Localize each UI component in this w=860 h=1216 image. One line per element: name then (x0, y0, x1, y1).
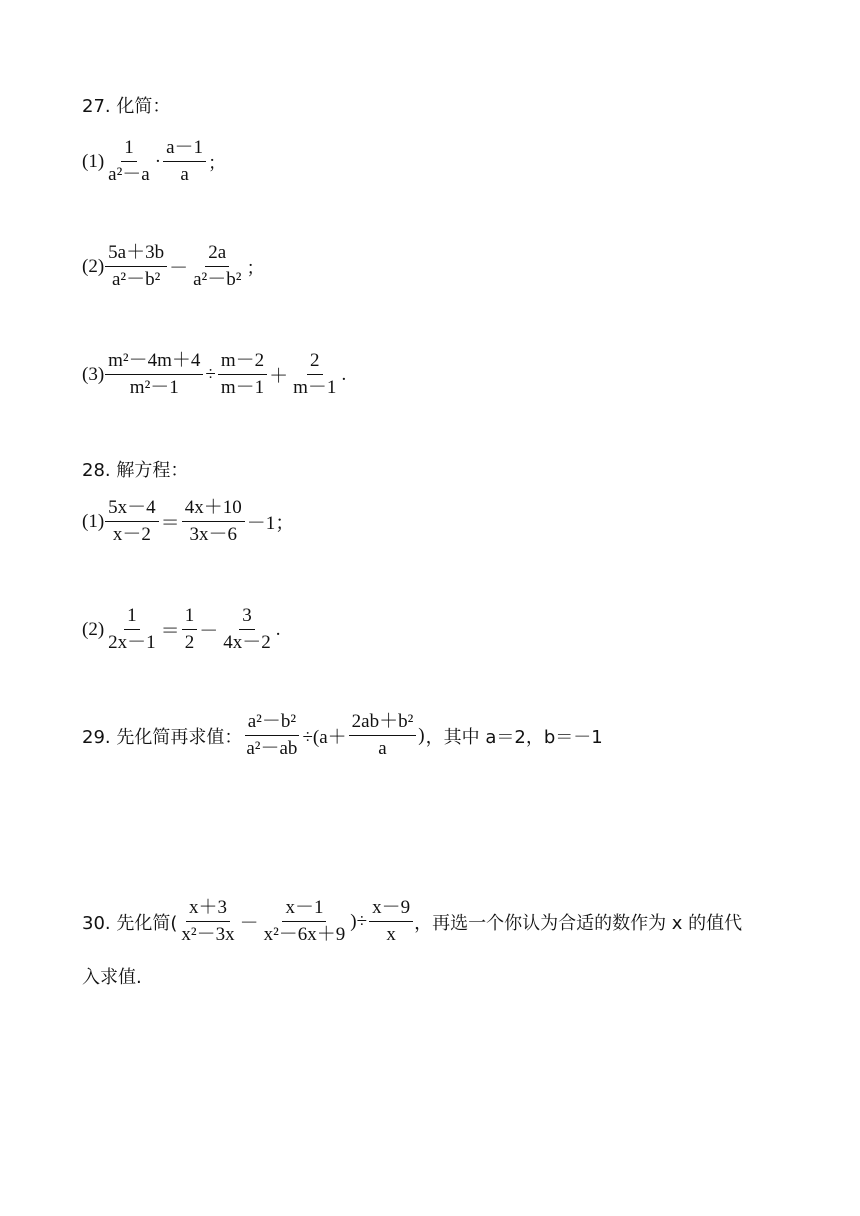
numerator: 1 (124, 605, 140, 630)
operator: － (199, 621, 219, 642)
numerator: a－1 (163, 137, 206, 162)
q30-fraction-1 (178, 897, 237, 946)
q29-fraction-1 (243, 711, 300, 760)
numerator: 2a (205, 242, 229, 267)
numerator: 5x－4 (105, 497, 159, 522)
q28-p1-label: (1) (82, 510, 105, 532)
q28-p2-fraction-1 (105, 605, 159, 654)
denominator: a²－b² (111, 269, 161, 290)
denominator: x－2 (112, 524, 151, 545)
operator: )÷ (350, 910, 368, 932)
denominator: a²－ab (246, 738, 298, 759)
numerator: 1 (182, 605, 198, 630)
punctuation: ； (208, 152, 226, 174)
q28-p1-fraction-1 (105, 497, 159, 546)
q28-part1 (82, 497, 295, 546)
numerator: a²－b² (245, 711, 299, 736)
q27-p1-label: (1) (82, 150, 105, 172)
q27-p2-label: (2) (82, 255, 105, 277)
tail-text: －1； (246, 513, 295, 534)
numerator: x－9 (369, 897, 413, 922)
paren-close: ) (418, 724, 425, 746)
numerator: 2ab＋b² (349, 711, 417, 736)
q30-line2: 入求值. (82, 967, 142, 988)
q28-heading (82, 456, 188, 482)
q30-continuation (82, 963, 142, 989)
denominator: m²－1 (129, 377, 179, 398)
denominator: x²－3x (181, 924, 235, 945)
q30 (82, 897, 742, 946)
denominator: m－1 (293, 377, 337, 398)
numerator: x＋3 (186, 897, 230, 922)
q27-part2 (82, 242, 265, 291)
q29-fraction-2 (349, 711, 417, 760)
numerator: x－1 (282, 897, 326, 922)
punctuation: . (275, 618, 281, 640)
q29 (82, 711, 603, 760)
punctuation: ； (246, 257, 265, 279)
denominator: x (386, 924, 396, 945)
denominator: x²－6x＋9 (263, 924, 346, 945)
operator: ÷ (205, 363, 216, 385)
numerator: 4x＋10 (182, 497, 245, 522)
q27-p3-label: (3) (82, 363, 105, 385)
q27-p1-fraction-2 (163, 137, 206, 186)
numerator: 3 (239, 605, 255, 630)
q27-heading (82, 92, 170, 118)
numerator: 5a＋3b (105, 242, 167, 267)
denominator: a (378, 738, 387, 759)
denominator: 2x－1 (108, 632, 156, 653)
q28-part2 (82, 605, 281, 654)
q27-p3-fraction-1 (105, 350, 203, 399)
q29-tail: ，其中 a＝2，b＝－1 (425, 726, 603, 748)
q27-p1-fraction-1 (105, 137, 153, 186)
denominator: a²－a (108, 164, 150, 185)
operator: － (169, 258, 189, 279)
q30-fraction-2 (261, 897, 349, 946)
denominator: 3x－6 (189, 524, 237, 545)
denominator: a²－b² (193, 269, 242, 290)
q30-tail: ，再选一个你认为合适的数作为 x 的值代 (414, 912, 743, 934)
denominator: a (180, 164, 189, 185)
operator: － (239, 913, 259, 934)
denominator: 2 (184, 632, 195, 653)
q28-heading-text: 28. 解方程： (82, 460, 189, 481)
operator: ＝ (160, 621, 180, 642)
operator: ＋ (269, 366, 289, 387)
q27-heading-text: 27. 化简： (82, 96, 171, 117)
q30-lead: 30. 先化简( (82, 912, 178, 934)
q27-part3 (82, 350, 347, 399)
denominator: m－1 (220, 377, 265, 398)
numerator: m－2 (218, 350, 267, 375)
operator: ＝ (160, 513, 180, 534)
q27-p3-fraction-3 (290, 350, 339, 399)
q29-lead: 29. 先化简再求值： (82, 726, 243, 748)
denominator: 4x－2 (223, 632, 271, 653)
operator: · (154, 150, 162, 172)
q30-fraction-3 (369, 897, 413, 946)
numerator: m²－4m＋4 (105, 350, 203, 375)
numerator: 2 (307, 350, 323, 375)
q28-p2-fraction-2 (182, 605, 198, 654)
q28-p1-fraction-2 (182, 497, 245, 546)
q27-part1 (82, 137, 227, 186)
q27-p2-fraction-1 (105, 242, 167, 291)
q28-p2-fraction-3 (220, 605, 274, 654)
numerator: 1 (121, 137, 137, 162)
punctuation: . (341, 363, 347, 385)
q27-p3-fraction-2 (218, 350, 267, 399)
q28-p2-label: (2) (82, 618, 105, 640)
operator: ÷(a＋ (302, 727, 347, 748)
q27-p2-fraction-2 (190, 242, 244, 291)
